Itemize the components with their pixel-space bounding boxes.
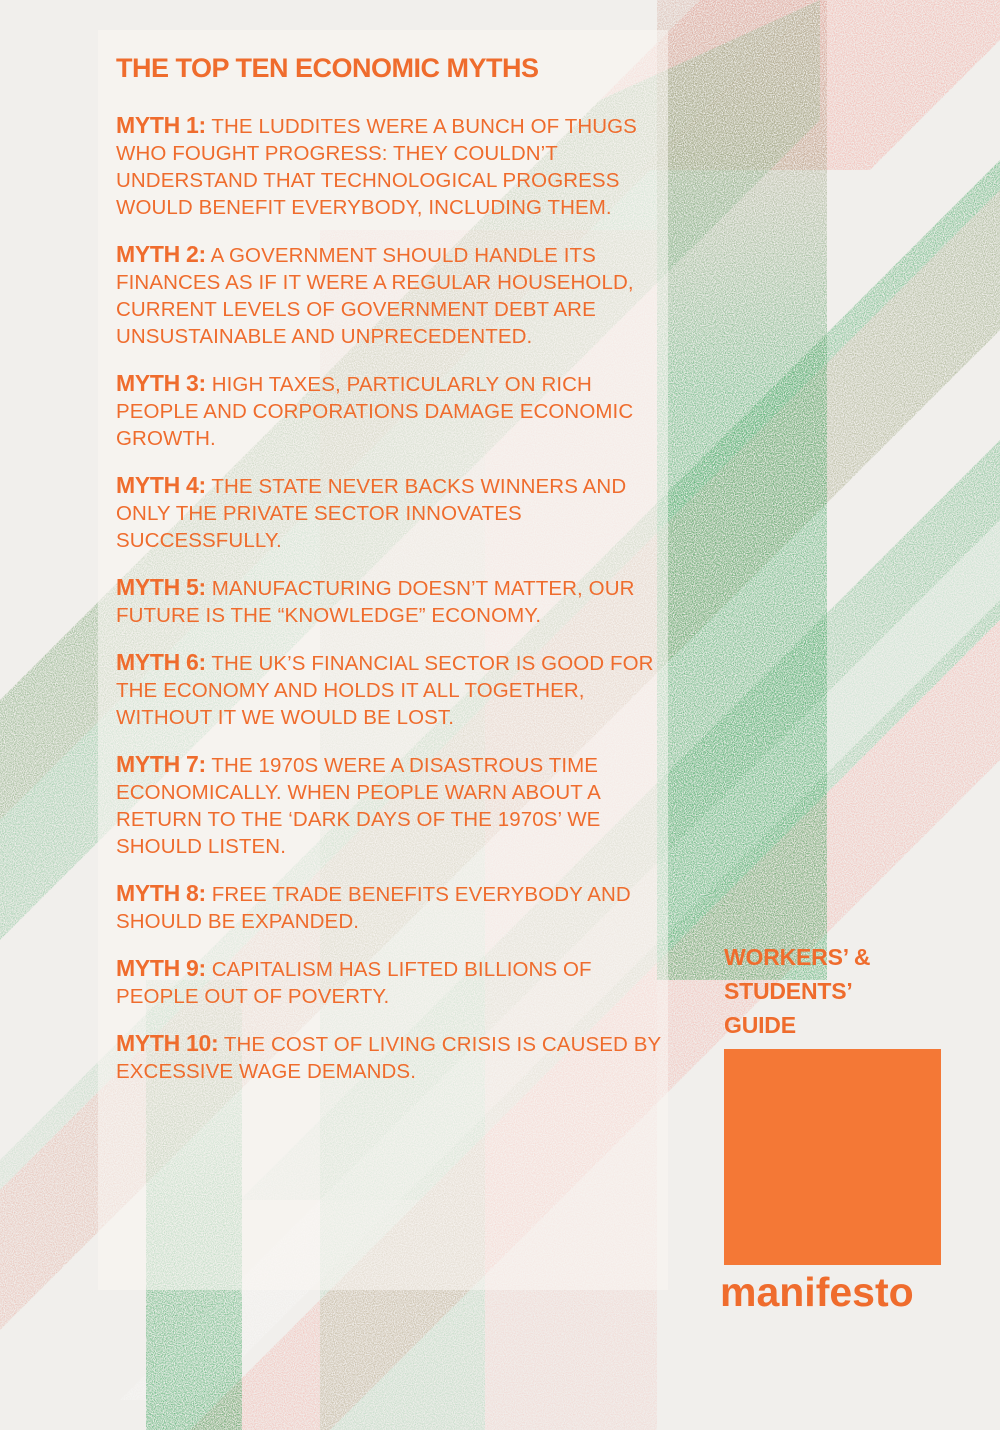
myth-label: MYTH 5: [116, 574, 206, 600]
myth-item [116, 1030, 676, 1085]
myth-label: MYTH 7: [116, 751, 206, 777]
myth-text: MANUFACTURING DOESN’T MATTER, OUR FUTURE IS THE “KNOWLEDGE” ECONOMY. [116, 577, 635, 627]
guide-line: GUIDE [724, 1012, 796, 1038]
myth-label: MYTH 8: [116, 880, 206, 906]
myth-item [116, 751, 676, 860]
myth-item [116, 112, 676, 221]
guide-heading [724, 940, 870, 1042]
myth-text: FREE TRADE BENEFITS EVERYBODY AND SHOULD BE EXPANDED. [116, 883, 631, 933]
myth-text: THE LUDDITES WERE A BUNCH OF THUGS WHO FOUGHT PROGRESS: THEY COULDN’T UNDERSTAND THAT TECHNOLOGICAL PROGRESS WOULD BENEFIT EVERYBODY, INCLUDING THEM. [116, 115, 637, 219]
myth-item [116, 649, 676, 731]
myth-label: MYTH 4: [116, 472, 206, 498]
myth-text: THE COST OF LIVING CRISIS IS CAUSED BY EXCESSIVE WAGE DEMANDS. [116, 1033, 661, 1083]
myth-label: MYTH 9: [116, 955, 206, 981]
guide-line: STUDENTS’ [724, 978, 853, 1004]
myth-item [116, 241, 676, 350]
myth-text: HIGH TAXES, PARTICULARLY ON RICH PEOPLE AND CORPORATIONS DAMAGE ECONOMIC GROWTH. [116, 373, 634, 450]
page-title: THE TOP TEN ECONOMIC MYTHS [116, 53, 539, 83]
myth-label: MYTH 6: [116, 649, 206, 675]
myth-label: MYTH 3: [116, 370, 206, 396]
myth-item [116, 472, 676, 554]
myth-label: MYTH 10: [116, 1030, 219, 1056]
myth-item [116, 370, 676, 452]
brand-logo-square [724, 1049, 941, 1265]
myth-item [116, 955, 676, 1010]
myth-label: MYTH 1: [116, 112, 206, 138]
myths-content [116, 50, 676, 1105]
myth-label: MYTH 2: [116, 241, 206, 267]
myth-text: THE UK’S FINANCIAL SECTOR IS GOOD FOR THE ECONOMY AND HOLDS IT ALL TOGETHER, WITHOUT IT WE WOULD BE LOST. [116, 652, 654, 729]
myth-text: A GOVERNMENT SHOULD HANDLE ITS FINANCES AS IF IT WERE A REGULAR HOUSEHOLD, CURRENT LEVELS OF GOVERNMENT DEBT ARE UNSUSTAINABLE AND UNPRECEDENTED. [116, 244, 634, 348]
myth-item [116, 880, 676, 935]
guide-line: WORKERS’ & [724, 944, 871, 970]
myth-text: THE STATE NEVER BACKS WINNERS AND ONLY THE PRIVATE SECTOR INNOVATES SUCCESSFULLY. [116, 475, 627, 552]
brand-logo-text: manifesto [720, 1269, 914, 1315]
myth-text: THE 1970S WERE A DISASTROUS TIME ECONOMICALLY. WHEN PEOPLE WARN ABOUT A RETURN TO THE ‘DARK DAYS OF THE 1970S’ WE SHOULD LISTEN. [116, 754, 601, 858]
myth-item [116, 574, 676, 629]
myth-text: CAPITALISM HAS LIFTED BILLIONS OF PEOPLE OUT OF POVERTY. [116, 958, 592, 1008]
